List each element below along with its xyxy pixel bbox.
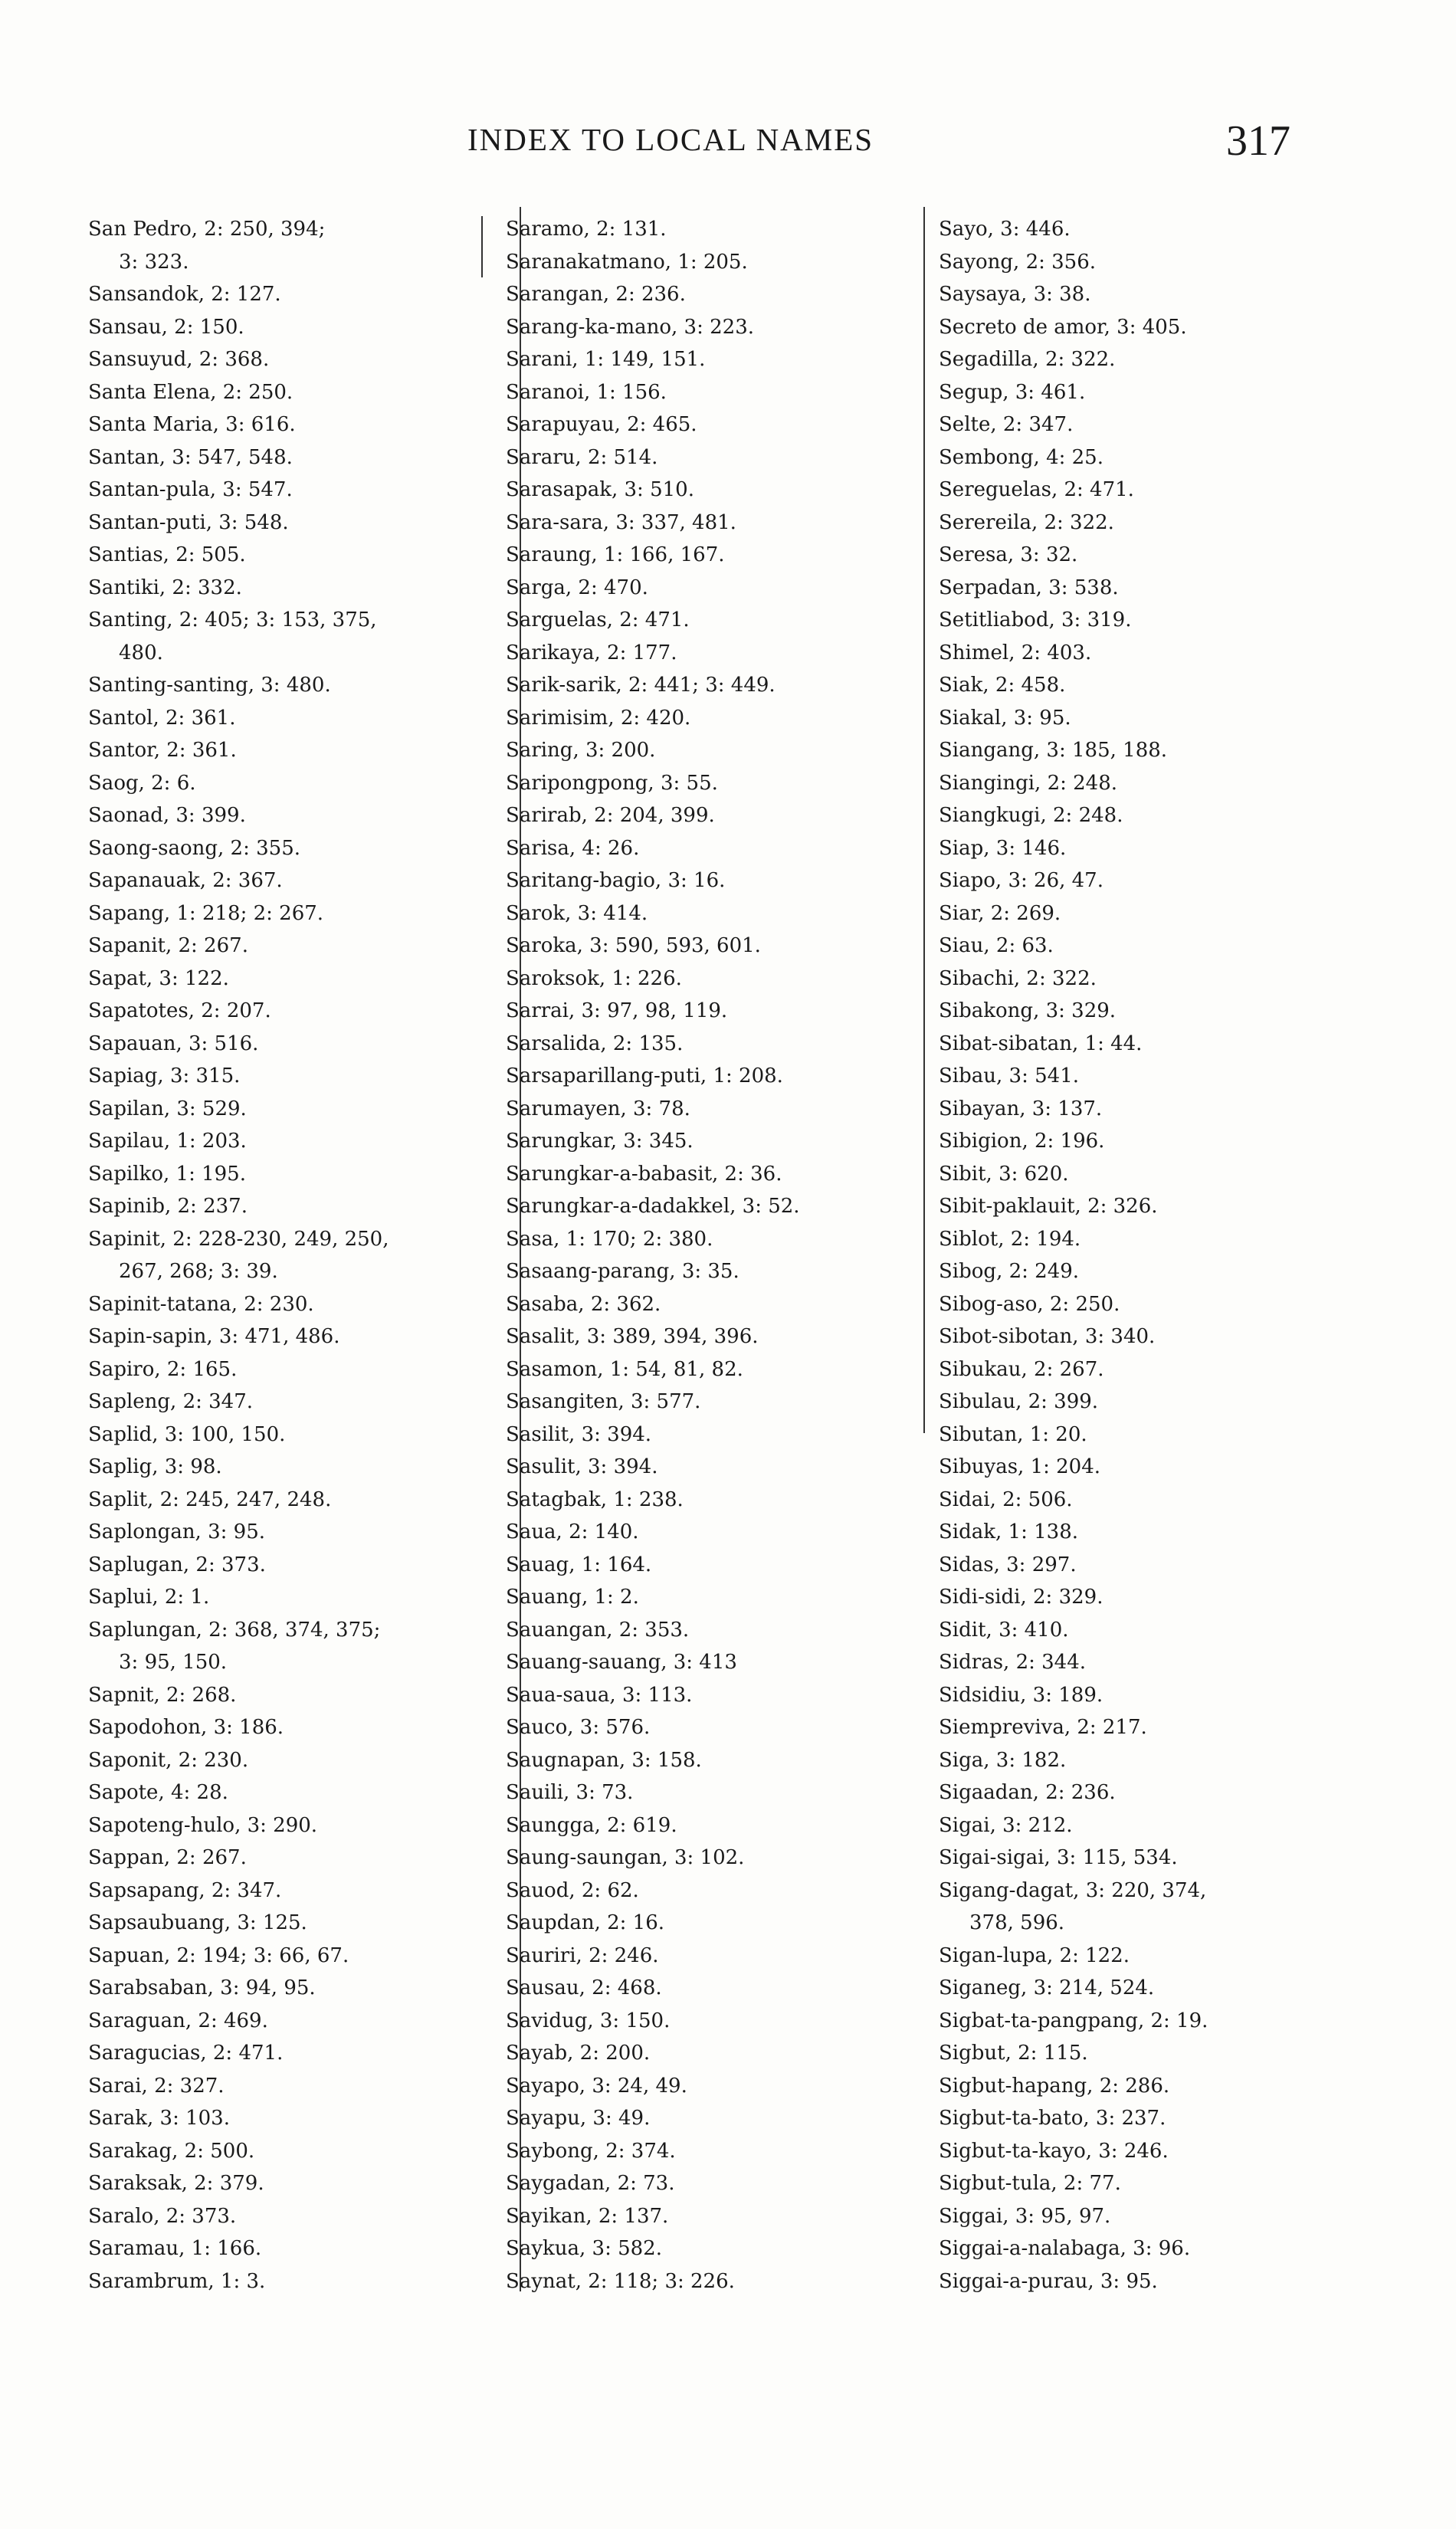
index-entry: Sapodohon, 3: 186. xyxy=(88,1716,284,1739)
index-entry: Saynat, 2: 118; 3: 226. xyxy=(506,2269,735,2293)
index-entry: 3: 95, 150. xyxy=(119,1651,228,1674)
index-entry: Sauriri, 2: 246. xyxy=(506,1943,659,1967)
index-entry: Saykua, 3: 582. xyxy=(506,2237,662,2260)
index-entry: Sapsapang, 2: 347. xyxy=(88,1878,282,1902)
index-entry: Siga, 3: 182. xyxy=(939,1748,1067,1772)
index-entry: Santol, 2: 361. xyxy=(88,706,236,730)
index-entry: Sayo, 3: 446. xyxy=(939,218,1071,241)
index-entry: Sibat-sibatan, 1: 44. xyxy=(939,1032,1143,1055)
index-entry: Sarai, 2: 327. xyxy=(88,2074,225,2098)
index-entry: Saraung, 1: 166, 167. xyxy=(506,543,725,566)
index-entry: Sibog, 2: 249. xyxy=(939,1260,1080,1283)
index-entry: Sasaba, 2: 362. xyxy=(506,1292,661,1316)
index-entry: Saybong, 2: 374. xyxy=(506,2139,676,2163)
index-entry: Sibukau, 2: 267. xyxy=(939,1357,1104,1381)
index-entry: Sigbut, 2: 115. xyxy=(939,2042,1088,2065)
index-entry: Sapat, 3: 122. xyxy=(88,966,229,990)
index-entry: Saranoi, 1: 156. xyxy=(506,380,667,404)
index-entry: Saritang-bagio, 3: 16. xyxy=(506,869,726,892)
index-entry: Saroka, 3: 590, 593, 601. xyxy=(506,934,761,957)
index-entry: Sapuan, 2: 194; 3: 66, 67. xyxy=(88,1943,349,1967)
index-entry: Saplungan, 2: 368, 374, 375; xyxy=(88,1618,381,1642)
index-entry: Sayapu, 3: 49. xyxy=(506,2107,651,2130)
index-entry: Saua-saua, 3: 113. xyxy=(506,1683,693,1707)
index-entry: Sapnit, 2: 268. xyxy=(88,1683,237,1707)
index-entry: Santing, 2: 405; 3: 153, 375, xyxy=(88,608,377,631)
index-entry: Siau, 2: 63. xyxy=(939,934,1054,957)
index-entry: Sasa, 1: 170; 2: 380. xyxy=(506,1227,713,1251)
index-entry: Sauangan, 2: 353. xyxy=(506,1618,690,1642)
index-entry: Saplid, 3: 100, 150. xyxy=(88,1422,286,1446)
index-entry: Sibog-aso, 2: 250. xyxy=(939,1292,1120,1316)
index-entry: Saraksak, 2: 379. xyxy=(88,2172,264,2195)
index-entry: Sarimisim, 2: 420. xyxy=(506,706,691,730)
index-entry: Sidsidiu, 3: 189. xyxy=(939,1683,1103,1707)
index-entry: Sidai, 2: 506. xyxy=(939,1488,1073,1511)
index-entry: Santa Maria, 3: 616. xyxy=(88,413,296,436)
index-entry: Secreto de amor, 3: 405. xyxy=(939,315,1187,339)
index-entry: Saupdan, 2: 16. xyxy=(506,1911,665,1934)
index-entry: Sidit, 3: 410. xyxy=(939,1618,1069,1642)
page-number: 317 xyxy=(1226,117,1290,165)
index-entry: Satagbak, 1: 238. xyxy=(506,1488,684,1511)
index-entry: Sibuyas, 1: 204. xyxy=(939,1455,1101,1478)
index-entry: Siempreviva, 2: 217. xyxy=(939,1716,1147,1739)
index-entry: Sidak, 1: 138. xyxy=(939,1520,1079,1543)
index-entry: Savidug, 3: 150. xyxy=(506,2009,671,2032)
index-entry: Saplugan, 2: 373. xyxy=(88,1553,266,1576)
index-entry: Saralo, 2: 373. xyxy=(88,2204,237,2228)
index-entry: Siblot, 2: 194. xyxy=(939,1227,1081,1251)
index-entry: Sararu, 2: 514. xyxy=(506,445,658,469)
index-entry: Santor, 2: 361. xyxy=(88,739,237,762)
index-entry: Saungga, 2: 619. xyxy=(506,1813,677,1837)
index-entry: Sigbut-tula, 2: 77. xyxy=(939,2172,1121,2195)
index-column-3 xyxy=(939,213,1383,2298)
index-entry: Saragucias, 2: 471. xyxy=(88,2042,284,2065)
index-entry: Sapiag, 3: 315. xyxy=(88,1064,241,1087)
index-entry: Saplongan, 3: 95. xyxy=(88,1520,266,1543)
index-entry: Sarikaya, 2: 177. xyxy=(506,641,677,664)
index-entry: Sarga, 2: 470. xyxy=(506,576,648,599)
index-entry: Sarok, 3: 414. xyxy=(506,901,648,925)
index-entry: Sarak, 3: 103. xyxy=(88,2107,230,2130)
index-entry: Sapinit-tatana, 2: 230. xyxy=(88,1292,314,1316)
index-entry: Sapleng, 2: 347. xyxy=(88,1390,254,1413)
index-entry: Saong-saong, 2: 355. xyxy=(88,836,301,860)
index-entry: Siakal, 3: 95. xyxy=(939,706,1071,730)
index-entry: Sarsaparillang-puti, 1: 208. xyxy=(506,1064,783,1087)
index-entry: Sidras, 2: 344. xyxy=(939,1651,1087,1674)
index-entry: Sayapo, 3: 24, 49. xyxy=(506,2074,687,2098)
index-entry: Sarumayen, 3: 78. xyxy=(506,1097,690,1120)
index-entry: Sigaadan, 2: 236. xyxy=(939,1781,1116,1804)
index-entry: Sigai, 3: 212. xyxy=(939,1813,1073,1837)
index-entry: Siak, 2: 458. xyxy=(939,674,1066,697)
index-entry: Saplui, 2: 1. xyxy=(88,1586,210,1609)
index-entry: Setitliabod, 3: 319. xyxy=(939,608,1132,631)
index-entry: Sarani, 1: 149, 151. xyxy=(506,348,706,371)
index-entry: Siap, 3: 146. xyxy=(939,836,1067,860)
index-entry: Sarungkar-a-dadakkel, 3: 52. xyxy=(506,1195,800,1218)
index-entry: Sarabsaban, 3: 94, 95. xyxy=(88,1976,316,1999)
index-entry: Sarungkar-a-babasit, 2: 36. xyxy=(506,1162,782,1186)
index-entry: Sayong, 2: 356. xyxy=(939,250,1097,274)
index-entry: Sapang, 1: 218; 2: 267. xyxy=(88,901,324,925)
index-entry: Sasalit, 3: 389, 394, 396. xyxy=(506,1325,759,1348)
index-entry: Santing-santing, 3: 480. xyxy=(88,674,331,697)
index-entry: Sasamon, 1: 54, 81, 82. xyxy=(506,1357,743,1381)
index-entry: Santan-pula, 3: 547. xyxy=(88,478,293,501)
index-entry: Saog, 2: 6. xyxy=(88,771,196,795)
index-entry: Sembong, 4: 25. xyxy=(939,445,1103,469)
index-entry: Santan-puti, 3: 548. xyxy=(88,510,289,534)
index-entry: Sarisa, 4: 26. xyxy=(506,836,640,860)
index-entry: Saplig, 3: 98. xyxy=(88,1455,222,1478)
index-entry: Sausau, 2: 468. xyxy=(506,1976,662,1999)
index-entry: Sapinib, 2: 237. xyxy=(88,1195,248,1218)
index-entry: Sarirab, 2: 204, 399. xyxy=(506,804,715,827)
index-entry: San Pedro, 2: 250, 394; xyxy=(88,218,326,241)
index-entry: Sauod, 2: 62. xyxy=(506,1878,639,1902)
index-entry: Sigbut-ta-kayo, 3: 246. xyxy=(939,2139,1169,2163)
index-entry: Sibutan, 1: 20. xyxy=(939,1422,1087,1446)
index-entry: Sibau, 3: 541. xyxy=(939,1064,1080,1087)
index-entry: Sauag, 1: 164. xyxy=(506,1553,652,1576)
index-entry: Sauang-sauang, 3: 413 xyxy=(506,1651,737,1674)
index-entry: Sarambrum, 1: 3. xyxy=(88,2269,266,2293)
index-entry: Sapote, 4: 28. xyxy=(88,1781,228,1804)
page-header xyxy=(0,117,1456,175)
index-entry: Siangang, 3: 185, 188. xyxy=(939,739,1168,762)
index-entry: Sibit-paklauit, 2: 326. xyxy=(939,1195,1158,1218)
index-entry: Sapanauak, 2: 367. xyxy=(88,869,283,892)
index-entry: Sayikan, 2: 137. xyxy=(506,2204,669,2228)
index-entry: Sarang-ka-mano, 3: 223. xyxy=(506,315,754,339)
index-entry: Sauili, 3: 73. xyxy=(506,1781,634,1804)
index-column-2 xyxy=(506,213,935,2298)
index-entry: Sigang-dagat, 3: 220, 374, xyxy=(939,1878,1207,1902)
index-entry: Siapo, 3: 26, 47. xyxy=(939,869,1103,892)
index-entry: Saonad, 3: 399. xyxy=(88,804,246,827)
index-entry: Sansuyud, 2: 368. xyxy=(88,348,270,371)
index-column-1 xyxy=(88,213,490,2298)
index-entry: Saplit, 2: 245, 247, 248. xyxy=(88,1488,332,1511)
index-entry: Siggai, 3: 95, 97. xyxy=(939,2204,1111,2228)
index-entry: Sibachi, 2: 322. xyxy=(939,966,1097,990)
index-entry: Sapanit, 2: 267. xyxy=(88,934,248,957)
index-entry: Sapilau, 1: 203. xyxy=(88,1130,247,1153)
index-entry: Serereila, 2: 322. xyxy=(939,510,1114,534)
index-entry: Sarik-sarik, 2: 441; 3: 449. xyxy=(506,674,776,697)
index-entry: Siangingi, 2: 248. xyxy=(939,771,1118,795)
index-entry: Sapoteng-hulo, 3: 290. xyxy=(88,1813,318,1837)
index-entry: Sayab, 2: 200. xyxy=(506,2042,651,2065)
index-entry: Sibot-sibotan, 3: 340. xyxy=(939,1325,1156,1348)
index-entry: Shimel, 2: 403. xyxy=(939,641,1092,664)
index-entry: Sauco, 3: 576. xyxy=(506,1716,651,1739)
index-entry: Sidi-sidi, 2: 329. xyxy=(939,1586,1103,1609)
index-entry: Sapatotes, 2: 207. xyxy=(88,999,271,1022)
index-entry: Sapin-sapin, 3: 471, 486. xyxy=(88,1325,340,1348)
index-entry: Saramo, 2: 131. xyxy=(506,218,667,241)
index-entry: Sidas, 3: 297. xyxy=(939,1553,1077,1576)
index-entry: Santa Elena, 2: 250. xyxy=(88,380,293,404)
index-entry: Saygadan, 2: 73. xyxy=(506,2172,675,2195)
index-entry: 267, 268; 3: 39. xyxy=(119,1260,278,1283)
index-entry: Saysaya, 3: 38. xyxy=(939,283,1091,306)
index-entry: Sapilko, 1: 195. xyxy=(88,1162,246,1186)
index-entry: Saripongpong, 3: 55. xyxy=(506,771,718,795)
index-entry: Siangkugi, 2: 248. xyxy=(939,804,1123,827)
index-entry: Selte, 2: 347. xyxy=(939,413,1074,436)
index-entry: Santiki, 2: 332. xyxy=(88,576,242,599)
index-entry: Sarapuyau, 2: 465. xyxy=(506,413,697,436)
index-entry: Sapsaubuang, 3: 125. xyxy=(88,1911,307,1934)
index-entry: Santan, 3: 547, 548. xyxy=(88,445,293,469)
index-entry: Siganeg, 3: 214, 524. xyxy=(939,1976,1155,1999)
index-entry: Saugnapan, 3: 158. xyxy=(506,1748,702,1772)
index-entry: Saranakatmano, 1: 205. xyxy=(506,250,748,274)
index-entry: Sibit, 3: 620. xyxy=(939,1162,1069,1186)
index-entry: Saraguan, 2: 469. xyxy=(88,2009,268,2032)
index-entry: Sapiro, 2: 165. xyxy=(88,1357,238,1381)
index-entry: Sapilan, 3: 529. xyxy=(88,1097,247,1120)
index-entry: Sibakong, 3: 329. xyxy=(939,999,1117,1022)
index-entry: 480. xyxy=(119,641,163,664)
index-entry: Sibayan, 3: 137. xyxy=(939,1097,1103,1120)
index-entry: Segup, 3: 461. xyxy=(939,380,1086,404)
index-entry: Sasulit, 3: 394. xyxy=(506,1455,658,1478)
index-entry: Sarangan, 2: 236. xyxy=(506,283,686,306)
index-entry: Sigan-lupa, 2: 122. xyxy=(939,1943,1130,1967)
index-entry: Sigai-sigai, 3: 115, 534. xyxy=(939,1846,1178,1869)
index-entry: Saua, 2: 140. xyxy=(506,1520,639,1543)
index-entry: Sarsalida, 2: 135. xyxy=(506,1032,684,1055)
index-entry: Sarungkar, 3: 345. xyxy=(506,1130,694,1153)
index-entry: Seresa, 3: 32. xyxy=(939,543,1078,566)
index-entry: Sasilit, 3: 394. xyxy=(506,1422,652,1446)
index-entry: Serpadan, 3: 538. xyxy=(939,576,1119,599)
index-entry: Saramau, 1: 166. xyxy=(88,2237,262,2260)
index-entry: Sansau, 2: 150. xyxy=(88,315,244,339)
index-entry: Segadilla, 2: 322. xyxy=(939,348,1116,371)
index-entry: 3: 323. xyxy=(119,250,189,274)
index-entry: Sansandok, 2: 127. xyxy=(88,283,281,306)
index-entry: Siggai-a-nalabaga, 3: 96. xyxy=(939,2237,1191,2260)
index-entry: 378, 596. xyxy=(969,1911,1065,1934)
index-entry: Sara-sara, 3: 337, 481. xyxy=(506,510,736,534)
index-entry: Sasangiten, 3: 577. xyxy=(506,1390,701,1413)
index-entry: Sibigion, 2: 196. xyxy=(939,1130,1105,1153)
index-entry: Saung-saungan, 3: 102. xyxy=(506,1846,745,1869)
index-entry: Saring, 3: 200. xyxy=(506,739,656,762)
index-entry: Sapinit, 2: 228-230, 249, 250, xyxy=(88,1227,389,1251)
index-entry: Sigbut-hapang, 2: 286. xyxy=(939,2074,1170,2098)
index-entry: Sappan, 2: 267. xyxy=(88,1846,247,1869)
index-entry: Santias, 2: 505. xyxy=(88,543,246,566)
index-entry: Sarasapak, 3: 510. xyxy=(506,478,694,501)
index-entry: Sarakag, 2: 500. xyxy=(88,2139,255,2163)
index-entry: Sereguelas, 2: 471. xyxy=(939,478,1134,501)
index-entry: Sibulau, 2: 399. xyxy=(939,1390,1099,1413)
index-entry: Siar, 2: 269. xyxy=(939,901,1061,925)
index-entry: Sigbat-ta-pangpang, 2: 19. xyxy=(939,2009,1208,2032)
index-entry: Saponit, 2: 230. xyxy=(88,1748,249,1772)
index-entry: Sasaang-parang, 3: 35. xyxy=(506,1260,739,1283)
index-entry: Siggai-a-purau, 3: 95. xyxy=(939,2269,1158,2293)
running-title: INDEX TO LOCAL NAMES xyxy=(467,122,874,157)
index-entry: Sauang, 1: 2. xyxy=(506,1586,639,1609)
index-entry: Sarguelas, 2: 471. xyxy=(506,608,690,631)
index-entry: Sapauan, 3: 516. xyxy=(88,1032,259,1055)
index-entry: Saroksok, 1: 226. xyxy=(506,966,682,990)
index-entry: Sarrai, 3: 97, 98, 119. xyxy=(506,999,728,1022)
index-entry: Sigbut-ta-bato, 3: 237. xyxy=(939,2107,1166,2130)
